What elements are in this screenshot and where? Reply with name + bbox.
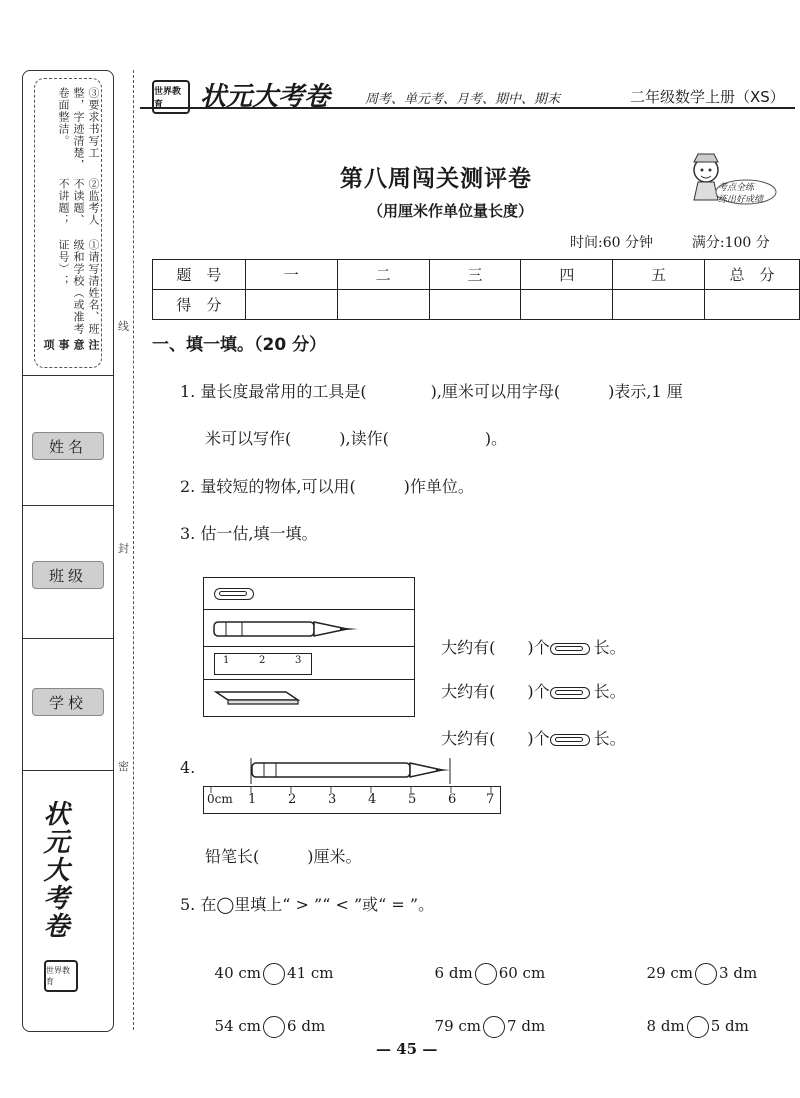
page-title: 第八周闯关测评卷 — [340, 166, 532, 192]
cut-word-secret: 密 — [118, 760, 129, 773]
score-header-cell: 题 号 — [153, 260, 246, 290]
figure-row-divider — [204, 679, 414, 680]
figure-row-divider — [204, 646, 414, 647]
ruler-tick-label: 3 — [328, 792, 337, 807]
strip-divider — [22, 375, 114, 376]
answer-prefix: 大约有( )个 — [441, 638, 550, 657]
question-3: 3. 估一估,填一填。 — [180, 524, 318, 543]
compare-item — [425, 998, 545, 1038]
compare-item — [205, 998, 325, 1038]
ruler-tick-label: 2 — [288, 792, 297, 807]
score-cell[interactable] — [705, 290, 800, 320]
header-brand-logo: 状元大考卷 — [200, 82, 331, 112]
pencil-icon — [212, 618, 362, 640]
compare-circle[interactable] — [483, 1016, 505, 1038]
paperclip-icon — [214, 588, 254, 600]
notice-title: 注意事项 — [42, 339, 100, 352]
question-5: 5. 在◯里填上“ > ”“ < ”或“ = ”。 — [180, 895, 435, 914]
grade-label: 二年级数学上册（XS） — [630, 88, 785, 106]
question-4-answer: 铅笔长( )厘米。 — [205, 847, 362, 866]
paperclip-icon — [550, 687, 590, 699]
score-cell[interactable] — [245, 290, 337, 320]
compare-left: 40 cm — [214, 964, 262, 982]
score-cell[interactable] — [429, 290, 521, 320]
compare-circle[interactable] — [695, 963, 717, 985]
notice-line-3: ③要求书写工整，字迹清楚，卷面整洁。 — [57, 87, 100, 171]
mascot-slogan — [718, 182, 763, 206]
centimeter-ruler — [203, 786, 501, 814]
compare-left: 29 cm — [646, 964, 694, 982]
full-score: 满分:100 分 — [691, 235, 770, 251]
compare-left: 6 dm — [434, 964, 473, 982]
compare-right: 41 cm — [287, 964, 334, 982]
school-label: 学校 — [32, 688, 104, 716]
answer-suffix: 长。 — [593, 638, 626, 657]
compare-right: 6 dm — [287, 1017, 326, 1035]
mascot-slogan-line: 练出好成绩 — [718, 195, 764, 205]
small-ruler-icon — [214, 653, 312, 675]
question-4: 4. — [180, 758, 196, 777]
score-header-cell: 总 分 — [705, 260, 800, 290]
score-cell[interactable] — [613, 290, 705, 320]
header-badge-logo: 世界教育 — [152, 80, 190, 114]
eraser-icon — [212, 684, 302, 706]
ruler-tick-label: 6 — [448, 792, 457, 807]
page-number: — 45 — — [376, 1040, 438, 1058]
class-label: 班级 — [32, 561, 104, 589]
compare-circle[interactable] — [263, 1016, 285, 1038]
ruler-tick-label: 5 — [408, 792, 417, 807]
answer-suffix: 长。 — [593, 682, 626, 701]
sidebar-brand-logo: 状元大考卷 — [39, 800, 69, 940]
compare-item — [637, 998, 749, 1038]
ruler-ticks — [204, 787, 500, 793]
compare-right: 3 dm — [719, 964, 758, 982]
answer-prefix: 大约有( )个 — [441, 729, 550, 748]
compare-circle[interactable] — [263, 963, 285, 985]
ruler-tick-label: 1 — [248, 792, 257, 807]
compare-circle[interactable] — [687, 1016, 709, 1038]
score-header-cell: 二 — [337, 260, 429, 290]
estimate-figure — [203, 577, 415, 717]
score-header-row — [153, 260, 800, 290]
notice-box — [34, 78, 102, 368]
page-subtitle: （用厘米作单位量长度） — [368, 202, 534, 220]
compare-left: 8 dm — [646, 1017, 685, 1035]
sidebar-badge-logo: 世界教育 — [44, 960, 78, 992]
notice-text — [41, 87, 101, 359]
compare-item — [425, 945, 545, 985]
score-header-cell: 一 — [245, 260, 337, 290]
compare-item — [205, 945, 334, 985]
notice-line-2: ②监考人不读题、不讲题； — [57, 177, 100, 226]
compare-circle[interactable] — [475, 963, 497, 985]
pencil-icon — [248, 758, 458, 784]
score-header-cell: 三 — [429, 260, 521, 290]
compare-left: 54 cm — [214, 1017, 262, 1035]
notice-line-1: ①请写清姓名、班级和学校（或准考证号）； — [57, 238, 100, 335]
compare-left: 79 cm — [434, 1017, 482, 1035]
header-rule — [140, 107, 795, 109]
exam-meta — [570, 232, 770, 252]
small-ruler-tick: 1 — [223, 655, 230, 666]
cut-line — [133, 70, 134, 1030]
score-cell[interactable] — [337, 290, 429, 320]
strip-divider — [22, 638, 114, 639]
score-header-cell: 四 — [521, 260, 613, 290]
score-table — [152, 259, 800, 320]
mascot-slogan-line: 考点全练 — [718, 183, 755, 193]
compare-right: 5 dm — [710, 1017, 749, 1035]
answer-suffix: 长。 — [593, 729, 626, 748]
compare-item — [637, 945, 757, 985]
score-row — [153, 290, 800, 320]
paperclip-icon — [550, 734, 590, 746]
strip-divider — [22, 770, 114, 771]
strip-divider — [22, 505, 114, 506]
estimate-answer-pencil — [431, 616, 626, 658]
cut-word-seal: 封 — [118, 542, 129, 555]
question-1-line-2: 米可以写作( ),读作( )。 — [205, 429, 508, 448]
section-heading: 一、填一填。（20 分） — [152, 335, 327, 355]
exam-types: 周考、单元考、月考、期中、期末 — [365, 92, 561, 107]
cut-word-line: 线 — [118, 320, 129, 333]
figure-row-divider — [204, 609, 414, 610]
name-label: 姓名 — [32, 432, 104, 460]
time-limit: 时间:60 分钟 — [570, 235, 653, 251]
paperclip-icon — [550, 643, 590, 655]
ruler-tick-label: 0cm — [207, 792, 233, 806]
ruler-tick-label: 7 — [486, 792, 495, 807]
score-row-label: 得 分 — [153, 290, 246, 320]
score-header-cell: 五 — [613, 260, 705, 290]
question-1-line-1: 1. 量长度最常用的工具是( ),厘米可以用字母( )表示,1 厘 — [180, 382, 683, 401]
estimate-answer-eraser — [431, 707, 626, 749]
small-ruler-tick: 3 — [295, 655, 302, 666]
score-cell[interactable] — [521, 290, 613, 320]
answer-prefix: 大约有( )个 — [441, 682, 550, 701]
compare-right: 60 cm — [498, 964, 546, 982]
ruler-tick-label: 4 — [368, 792, 377, 807]
question-2: 2. 量较短的物体,可以用( )作单位。 — [180, 477, 474, 496]
estimate-answer-ruler — [431, 660, 626, 702]
small-ruler-tick: 2 — [259, 655, 266, 666]
compare-right: 7 dm — [507, 1017, 546, 1035]
